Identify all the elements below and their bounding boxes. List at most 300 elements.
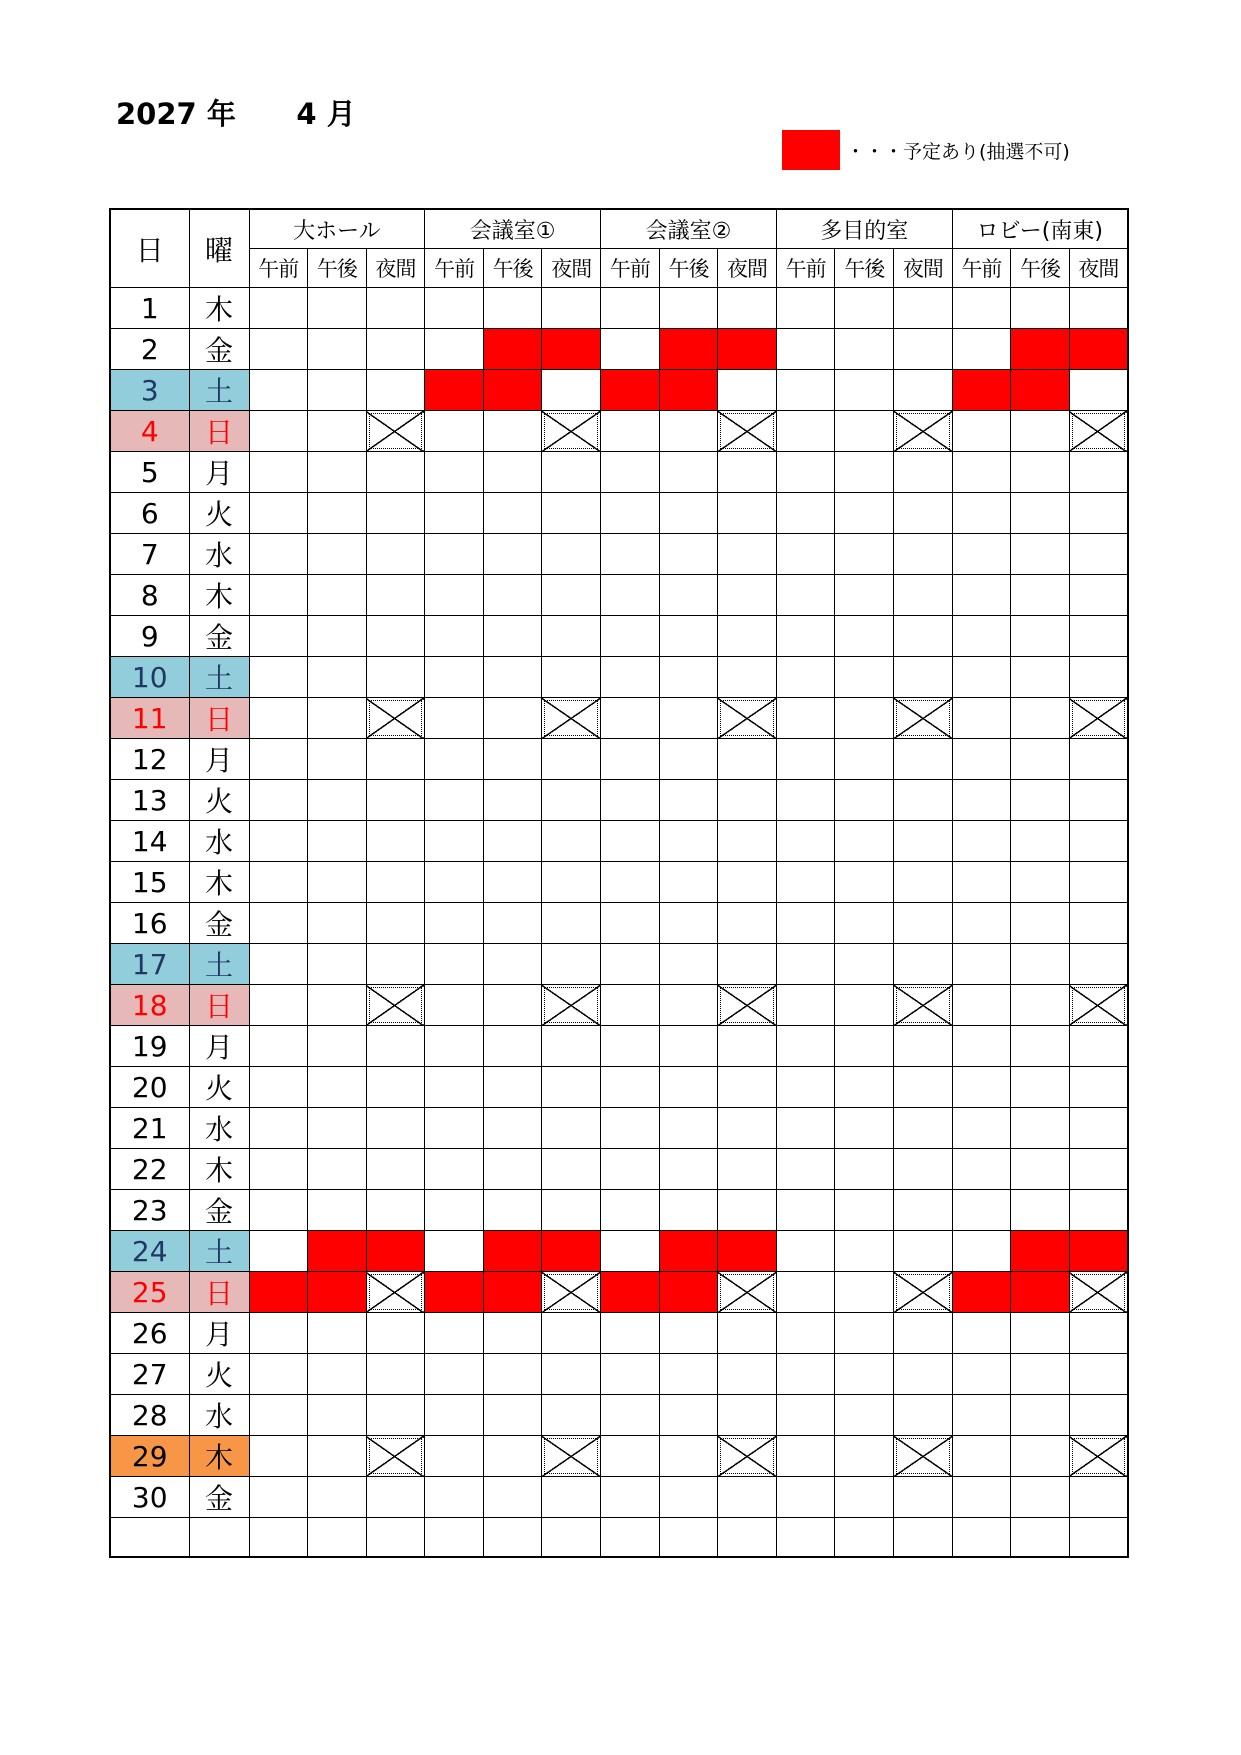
slot-cell: [1011, 1477, 1070, 1518]
slot-cell: [894, 1395, 953, 1436]
slot-cell: [425, 739, 484, 780]
slot-cell: [601, 534, 660, 575]
slot-cell: [952, 780, 1011, 821]
slot-cell: [659, 903, 718, 944]
slot-cell: [308, 1436, 367, 1477]
slot-cell: [425, 862, 484, 903]
slot-cell: [952, 411, 1011, 452]
slot-cell: [1011, 1067, 1070, 1108]
slot-cell: [308, 616, 367, 657]
slot-cell: [1011, 493, 1070, 534]
weekday-label: 金: [189, 903, 249, 944]
slot-cell: [366, 1190, 425, 1231]
table-row: [110, 370, 1128, 411]
slot-cell: [249, 1231, 308, 1272]
table-row: [110, 862, 1128, 903]
slot-cell-unavailable: [1069, 985, 1128, 1026]
column-header-day: 日: [110, 209, 189, 288]
slot-cell: [894, 616, 953, 657]
weekday-label: 土: [189, 1231, 249, 1272]
slot-cell: [366, 1354, 425, 1395]
slot-cell: [249, 411, 308, 452]
day-number: 25: [110, 1272, 189, 1313]
slot-cell-unavailable: [894, 1272, 953, 1313]
slot-cell: [249, 1067, 308, 1108]
slot-cell: [601, 1149, 660, 1190]
slot-cell: [952, 985, 1011, 1026]
slot-cell: [366, 616, 425, 657]
slot-cell-booked: [483, 370, 542, 411]
slot-cell: [718, 862, 777, 903]
slot-cell: [835, 739, 894, 780]
slot-cell: [718, 1026, 777, 1067]
slot-cell: [542, 862, 601, 903]
table-row: [110, 1395, 1128, 1436]
slot-cell: [483, 575, 542, 616]
slot-cell: [659, 534, 718, 575]
year-value: 2027: [116, 97, 197, 131]
slot-cell: [308, 862, 367, 903]
weekday-label: 金: [189, 1477, 249, 1518]
slot-cell: [952, 1436, 1011, 1477]
slot-cell: [718, 493, 777, 534]
day-number: 26: [110, 1313, 189, 1354]
slot-cell: [1011, 903, 1070, 944]
slot-cell: [952, 944, 1011, 985]
slot-header: 夜間: [366, 249, 425, 288]
slot-cell: [601, 1231, 660, 1272]
slot-cell: [425, 1190, 484, 1231]
slot-cell: [835, 1518, 894, 1557]
slot-cell: [308, 411, 367, 452]
slot-cell: [776, 1108, 835, 1149]
slot-cell: [894, 575, 953, 616]
slot-cell: [483, 452, 542, 493]
slot-cell: [718, 288, 777, 329]
slot-cell: [308, 452, 367, 493]
table-row: [110, 1272, 1128, 1313]
day-number: 1: [110, 288, 189, 329]
slot-cell: [659, 616, 718, 657]
slot-cell: [835, 1149, 894, 1190]
slot-cell: [718, 1518, 777, 1557]
weekday-label: 月: [189, 452, 249, 493]
table-row: [110, 1026, 1128, 1067]
slot-cell: [718, 780, 777, 821]
slot-cell: [1011, 985, 1070, 1026]
slot-cell: [718, 821, 777, 862]
slot-header: 夜間: [718, 249, 777, 288]
slot-cell: [659, 1395, 718, 1436]
slot-cell-booked: [542, 329, 601, 370]
table-row: [110, 288, 1128, 329]
slot-cell: [601, 1026, 660, 1067]
weekday-label: 金: [189, 616, 249, 657]
slot-cell: [1069, 1149, 1128, 1190]
slot-cell: [1069, 1067, 1128, 1108]
slot-cell-booked: [601, 1272, 660, 1313]
slot-cell: [894, 862, 953, 903]
weekday-label: 日: [189, 1272, 249, 1313]
slot-cell: [249, 739, 308, 780]
slot-cell: [601, 1190, 660, 1231]
slot-cell: [601, 1313, 660, 1354]
weekday-label: 金: [189, 329, 249, 370]
slot-cell: [1069, 1313, 1128, 1354]
slot-cell: [894, 370, 953, 411]
slot-cell: [659, 1477, 718, 1518]
slot-cell: [542, 452, 601, 493]
slot-cell: [952, 1026, 1011, 1067]
slot-cell: [1011, 534, 1070, 575]
slot-cell: [718, 1108, 777, 1149]
slot-cell: [1069, 1354, 1128, 1395]
slot-cell: [1011, 698, 1070, 739]
slot-cell: [483, 985, 542, 1026]
slot-cell: [776, 288, 835, 329]
slot-cell: [601, 903, 660, 944]
weekday-label: 木: [189, 862, 249, 903]
slot-cell: [835, 1354, 894, 1395]
day-number: 23: [110, 1190, 189, 1231]
slot-cell: [483, 1108, 542, 1149]
slot-cell: [308, 1149, 367, 1190]
slot-cell: [659, 1518, 718, 1557]
slot-cell: [718, 1067, 777, 1108]
weekday-label: 月: [189, 739, 249, 780]
slot-cell: [952, 1190, 1011, 1231]
slot-cell: [249, 493, 308, 534]
slot-cell: [425, 1026, 484, 1067]
slot-cell: [425, 1395, 484, 1436]
slot-cell: [601, 288, 660, 329]
weekday-label: 水: [189, 1395, 249, 1436]
slot-cell: [894, 1313, 953, 1354]
slot-cell-unavailable: [718, 698, 777, 739]
slot-cell: [249, 452, 308, 493]
slot-cell-unavailable: [718, 985, 777, 1026]
slot-cell: [776, 903, 835, 944]
slot-cell: [952, 1313, 1011, 1354]
slot-cell: [952, 329, 1011, 370]
slot-header: 午後: [1011, 249, 1070, 288]
weekday-label: 木: [189, 1149, 249, 1190]
month-value: 4: [296, 97, 317, 131]
slot-cell: [425, 1231, 484, 1272]
slot-cell: [718, 1149, 777, 1190]
slot-cell: [835, 698, 894, 739]
table-row: [110, 1067, 1128, 1108]
slot-cell: [1069, 370, 1128, 411]
slot-cell: [425, 985, 484, 1026]
slot-cell: [425, 903, 484, 944]
slot-cell: [483, 1149, 542, 1190]
day-number: 13: [110, 780, 189, 821]
day-number: 24: [110, 1231, 189, 1272]
slot-cell: [952, 288, 1011, 329]
room-header: 多目的室: [776, 209, 952, 249]
slot-cell: [1011, 1354, 1070, 1395]
slot-cell: [483, 1067, 542, 1108]
slot-cell: [835, 329, 894, 370]
slot-cell: [249, 985, 308, 1026]
day-number: 6: [110, 493, 189, 534]
slot-cell: [659, 1108, 718, 1149]
slot-cell: [1011, 1436, 1070, 1477]
slot-cell: [366, 1395, 425, 1436]
slot-cell-unavailable: [894, 1436, 953, 1477]
slot-cell: [542, 1149, 601, 1190]
slot-cell-unavailable: [894, 411, 953, 452]
slot-cell: [601, 575, 660, 616]
weekday-label: 土: [189, 370, 249, 411]
slot-header: 午後: [308, 249, 367, 288]
weekday-label: 木: [189, 1436, 249, 1477]
slot-cell: [776, 575, 835, 616]
slot-cell: [308, 1313, 367, 1354]
slot-cell: [952, 698, 1011, 739]
slot-cell: [894, 903, 953, 944]
slot-cell: [366, 862, 425, 903]
slot-cell: [659, 1190, 718, 1231]
column-header-weekday: 曜: [189, 209, 249, 288]
slot-cell: [1011, 1313, 1070, 1354]
slot-cell-booked: [483, 1231, 542, 1272]
slot-cell: [835, 1436, 894, 1477]
slot-cell: [1011, 616, 1070, 657]
weekday-label: 火: [189, 493, 249, 534]
slot-cell: [425, 452, 484, 493]
slot-cell: [542, 1190, 601, 1231]
slot-cell: [1011, 1395, 1070, 1436]
slot-cell: [249, 1190, 308, 1231]
slot-cell: [776, 985, 835, 1026]
slot-cell: [308, 657, 367, 698]
slot-cell: [776, 657, 835, 698]
slot-cell: [308, 1354, 367, 1395]
slot-cell: [1069, 1026, 1128, 1067]
slot-cell-unavailable: [1069, 698, 1128, 739]
slot-cell: [542, 821, 601, 862]
day-number: 30: [110, 1477, 189, 1518]
slot-cell: [952, 1354, 1011, 1395]
slot-cell: [718, 370, 777, 411]
slot-cell: [542, 903, 601, 944]
weekday-label: 金: [189, 1190, 249, 1231]
slot-cell: [601, 329, 660, 370]
table-row: [110, 1436, 1128, 1477]
slot-cell: [483, 1436, 542, 1477]
slot-cell-unavailable: [718, 1272, 777, 1313]
slot-cell: [659, 862, 718, 903]
slot-cell: [425, 411, 484, 452]
slot-cell-unavailable: [366, 1272, 425, 1313]
day-number: 4: [110, 411, 189, 452]
day-number: 16: [110, 903, 189, 944]
slot-cell: [249, 1477, 308, 1518]
slot-cell: [776, 452, 835, 493]
slot-cell: [542, 739, 601, 780]
slot-cell: [308, 780, 367, 821]
page-title: [116, 92, 356, 133]
slot-cell: [894, 534, 953, 575]
slot-cell: [952, 616, 1011, 657]
slot-cell: [1069, 493, 1128, 534]
slot-cell: [835, 1313, 894, 1354]
slot-cell: [425, 1149, 484, 1190]
slot-cell: [601, 862, 660, 903]
slot-cell: [249, 288, 308, 329]
slot-header: 午後: [659, 249, 718, 288]
table-row: [110, 452, 1128, 493]
room-header: ロビー(南東): [952, 209, 1128, 249]
slot-cell: [835, 288, 894, 329]
slot-cell: [1011, 1026, 1070, 1067]
slot-cell: [249, 1026, 308, 1067]
slot-cell: [776, 1477, 835, 1518]
slot-cell: [1069, 534, 1128, 575]
slot-cell: [1011, 575, 1070, 616]
slot-cell: [308, 575, 367, 616]
slot-cell: [718, 534, 777, 575]
day-number: 17: [110, 944, 189, 985]
slot-cell: [776, 1436, 835, 1477]
slot-cell-booked: [1069, 1231, 1128, 1272]
slot-cell: [483, 288, 542, 329]
slot-cell-booked: [308, 1272, 367, 1313]
reservation-calendar: [109, 208, 1129, 1558]
day-number: 15: [110, 862, 189, 903]
slot-cell: [1069, 780, 1128, 821]
slot-cell: [1069, 821, 1128, 862]
slot-cell: [425, 1108, 484, 1149]
slot-cell: [483, 1190, 542, 1231]
slot-cell: [952, 821, 1011, 862]
slot-cell: [425, 1354, 484, 1395]
slot-header: 午後: [835, 249, 894, 288]
slot-cell: [894, 1108, 953, 1149]
slot-cell: [776, 780, 835, 821]
slot-cell: [1011, 452, 1070, 493]
table-row: [110, 575, 1128, 616]
slot-cell: [894, 493, 953, 534]
slot-cell: [894, 1231, 953, 1272]
slot-cell: [1069, 575, 1128, 616]
slot-cell-unavailable: [1069, 1272, 1128, 1313]
slot-cell: [249, 862, 308, 903]
slot-cell: [601, 739, 660, 780]
slot-cell-unavailable: [718, 411, 777, 452]
legend: [782, 130, 1070, 170]
slot-cell-booked: [542, 1231, 601, 1272]
slot-cell: [776, 616, 835, 657]
weekday-label: 土: [189, 944, 249, 985]
slot-cell: [718, 739, 777, 780]
slot-cell: [835, 616, 894, 657]
weekday-label: [189, 1518, 249, 1557]
slot-cell: [1069, 657, 1128, 698]
slot-cell: [835, 657, 894, 698]
slot-cell: [425, 493, 484, 534]
slot-cell: [1069, 903, 1128, 944]
slot-cell: [659, 1436, 718, 1477]
slot-cell: [1011, 657, 1070, 698]
slot-cell: [835, 944, 894, 985]
slot-cell: [659, 1149, 718, 1190]
slot-cell: [659, 1354, 718, 1395]
weekday-label: 土: [189, 657, 249, 698]
slot-cell-unavailable: [542, 1436, 601, 1477]
slot-cell-unavailable: [542, 985, 601, 1026]
slot-cell: [1069, 862, 1128, 903]
slot-header: 午前: [601, 249, 660, 288]
slot-cell: [366, 329, 425, 370]
slot-cell: [542, 575, 601, 616]
slot-header: 午前: [249, 249, 308, 288]
slot-cell: [425, 288, 484, 329]
slot-cell: [249, 780, 308, 821]
day-number: 9: [110, 616, 189, 657]
table-row: [110, 1149, 1128, 1190]
day-number: 14: [110, 821, 189, 862]
room-header: 会議室②: [601, 209, 777, 249]
slot-cell: [366, 288, 425, 329]
slot-cell: [952, 862, 1011, 903]
weekday-label: 月: [189, 1313, 249, 1354]
slot-cell: [601, 1395, 660, 1436]
weekday-label: 水: [189, 1108, 249, 1149]
slot-cell: [308, 1108, 367, 1149]
slot-cell: [601, 1477, 660, 1518]
slot-cell: [308, 944, 367, 985]
slot-cell: [952, 1518, 1011, 1557]
slot-cell: [952, 1149, 1011, 1190]
slot-cell: [776, 1026, 835, 1067]
slot-header: 夜間: [1069, 249, 1128, 288]
slot-cell: [952, 1108, 1011, 1149]
table-row: [110, 329, 1128, 370]
slot-cell: [308, 493, 367, 534]
slot-cell: [249, 657, 308, 698]
slot-cell-booked: [601, 370, 660, 411]
slot-cell: [659, 739, 718, 780]
slot-cell: [483, 1354, 542, 1395]
slot-cell-unavailable: [542, 1272, 601, 1313]
slot-cell: [659, 780, 718, 821]
slot-cell: [425, 1518, 484, 1557]
slot-cell: [366, 575, 425, 616]
slot-cell: [835, 1026, 894, 1067]
slot-cell: [718, 1477, 777, 1518]
weekday-label: 日: [189, 698, 249, 739]
slot-cell-booked: [425, 370, 484, 411]
slot-cell: [366, 780, 425, 821]
table-row: [110, 1477, 1128, 1518]
slot-cell: [776, 534, 835, 575]
slot-cell-unavailable: [366, 1436, 425, 1477]
slot-cell: [542, 1354, 601, 1395]
slot-cell: [835, 1272, 894, 1313]
slot-cell: [835, 1067, 894, 1108]
slot-cell: [1011, 1190, 1070, 1231]
slot-cell: [542, 1108, 601, 1149]
slot-cell: [366, 1477, 425, 1518]
table-row: [110, 1231, 1128, 1272]
slot-cell: [659, 821, 718, 862]
slot-cell: [483, 903, 542, 944]
day-number: 3: [110, 370, 189, 411]
slot-cell: [1069, 1190, 1128, 1231]
